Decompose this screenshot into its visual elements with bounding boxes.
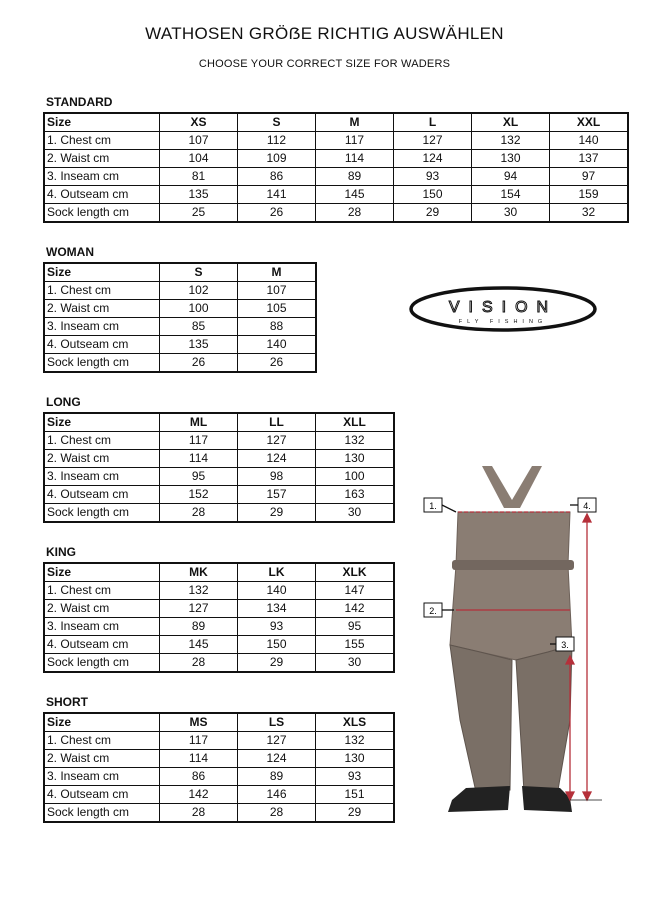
value-cell: 88 xyxy=(238,318,317,336)
value-cell: 25 xyxy=(160,204,238,223)
value-cell: 89 xyxy=(160,618,238,636)
value-cell: 117 xyxy=(160,432,238,450)
value-cell: 109 xyxy=(238,150,316,168)
value-cell: 86 xyxy=(160,768,238,786)
size-table-long xyxy=(43,412,395,523)
value-cell: 124 xyxy=(238,450,316,468)
table-row xyxy=(44,300,316,318)
value-cell: 86 xyxy=(238,168,316,186)
value-cell: 140 xyxy=(238,582,316,600)
row-label: 3. Inseam cm xyxy=(44,468,160,486)
table-row xyxy=(44,318,316,336)
value-cell: 98 xyxy=(238,468,316,486)
value-cell: 127 xyxy=(238,432,316,450)
row-label: 1. Chest cm xyxy=(44,432,160,450)
value-cell: 29 xyxy=(238,504,316,523)
row-label: 2. Waist cm xyxy=(44,150,160,168)
value-cell: 132 xyxy=(160,582,238,600)
value-cell: 107 xyxy=(160,132,238,150)
vision-logo xyxy=(408,286,598,332)
table-header-row xyxy=(44,713,394,732)
size-header-cell: XL xyxy=(472,113,550,132)
size-header-cell: XLK xyxy=(316,563,395,582)
page-subtitle: CHOOSE YOUR CORRECT SIZE FOR WADERS xyxy=(198,58,451,70)
value-cell: 132 xyxy=(316,432,395,450)
value-cell: 141 xyxy=(238,186,316,204)
value-cell: 89 xyxy=(238,768,316,786)
section-label-standard: STANDARD xyxy=(46,95,113,109)
section-label-short: SHORT xyxy=(46,695,88,709)
row-label: Sock length cm xyxy=(44,204,160,223)
value-cell: 100 xyxy=(316,468,395,486)
wader-right-boot xyxy=(522,786,572,812)
value-cell: 94 xyxy=(472,168,550,186)
size-table-standard xyxy=(43,112,629,223)
table-row xyxy=(44,750,394,768)
value-cell: 28 xyxy=(160,504,238,523)
value-cell: 124 xyxy=(394,150,472,168)
value-cell: 130 xyxy=(316,450,395,468)
value-cell: 145 xyxy=(316,186,394,204)
value-cell: 150 xyxy=(238,636,316,654)
value-cell: 100 xyxy=(160,300,238,318)
value-cell: 134 xyxy=(238,600,316,618)
table-header-row xyxy=(44,563,394,582)
row-label: 4. Outseam cm xyxy=(44,336,160,354)
value-cell: 147 xyxy=(316,582,395,600)
value-cell: 132 xyxy=(472,132,550,150)
table-row xyxy=(44,768,394,786)
size-header-cell: S xyxy=(238,113,316,132)
value-cell: 95 xyxy=(160,468,238,486)
row-label: Size xyxy=(44,563,160,582)
row-label: 1. Chest cm xyxy=(44,582,160,600)
size-header-cell: M xyxy=(238,263,317,282)
value-cell: 97 xyxy=(550,168,629,186)
value-cell: 105 xyxy=(238,300,317,318)
logo-brand: VISION xyxy=(448,299,558,316)
row-label: Size xyxy=(44,713,160,732)
value-cell: 117 xyxy=(316,132,394,150)
value-cell: 29 xyxy=(316,804,395,823)
value-cell: 145 xyxy=(160,636,238,654)
value-cell: 26 xyxy=(238,354,317,373)
value-cell: 28 xyxy=(160,654,238,673)
row-label: Size xyxy=(44,263,160,282)
value-cell: 107 xyxy=(238,282,317,300)
row-label: 2. Waist cm xyxy=(44,750,160,768)
value-cell: 130 xyxy=(316,750,395,768)
wader-right-leg xyxy=(516,645,572,792)
wader-diagram xyxy=(420,460,610,820)
wader-left-leg xyxy=(450,645,512,792)
value-cell: 114 xyxy=(160,450,238,468)
table-row xyxy=(44,582,394,600)
value-cell: 104 xyxy=(160,150,238,168)
table-row xyxy=(44,504,394,523)
size-header-cell: LK xyxy=(238,563,316,582)
size-header-cell: M xyxy=(316,113,394,132)
table-row xyxy=(44,204,628,223)
row-label: 4. Outseam cm xyxy=(44,186,160,204)
section-label-woman: WOMAN xyxy=(46,245,94,259)
value-cell: 142 xyxy=(316,600,395,618)
value-cell: 117 xyxy=(160,732,238,750)
value-cell: 127 xyxy=(394,132,472,150)
value-cell: 142 xyxy=(160,786,238,804)
table-row xyxy=(44,432,394,450)
value-cell: 85 xyxy=(160,318,238,336)
marker-2: 2. xyxy=(429,606,437,616)
value-cell: 130 xyxy=(472,150,550,168)
size-header-cell: LL xyxy=(238,413,316,432)
value-cell: 155 xyxy=(316,636,395,654)
size-header-cell: MK xyxy=(160,563,238,582)
section-label-king: KING xyxy=(46,545,76,559)
value-cell: 112 xyxy=(238,132,316,150)
wader-belt xyxy=(452,560,574,570)
value-cell: 30 xyxy=(316,504,395,523)
value-cell: 127 xyxy=(160,600,238,618)
size-header-cell: LS xyxy=(238,713,316,732)
value-cell: 159 xyxy=(550,186,629,204)
value-cell: 29 xyxy=(394,204,472,223)
value-cell: 151 xyxy=(316,786,395,804)
size-table-woman xyxy=(43,262,317,373)
table-row xyxy=(44,282,316,300)
value-cell: 28 xyxy=(238,804,316,823)
value-cell: 140 xyxy=(550,132,629,150)
wader-suspenders xyxy=(482,466,542,508)
value-cell: 135 xyxy=(160,336,238,354)
table-row xyxy=(44,450,394,468)
value-cell: 26 xyxy=(160,354,238,373)
row-label: 4. Outseam cm xyxy=(44,486,160,504)
logo-tagline: FLY FISHING xyxy=(458,319,548,325)
size-header-cell: MS xyxy=(160,713,238,732)
row-label: 3. Inseam cm xyxy=(44,318,160,336)
table-row xyxy=(44,468,394,486)
value-cell: 150 xyxy=(394,186,472,204)
row-label: 2. Waist cm xyxy=(44,600,160,618)
row-label: 4. Outseam cm xyxy=(44,636,160,654)
table-row xyxy=(44,336,316,354)
table-row xyxy=(44,600,394,618)
value-cell: 81 xyxy=(160,168,238,186)
size-table-short xyxy=(43,712,395,823)
wader-body xyxy=(450,512,572,660)
wader-left-boot xyxy=(448,786,510,812)
row-label: Sock length cm xyxy=(44,354,160,373)
marker-3: 3. xyxy=(561,640,569,650)
value-cell: 127 xyxy=(238,732,316,750)
value-cell: 114 xyxy=(316,150,394,168)
table-row xyxy=(44,786,394,804)
value-cell: 137 xyxy=(550,150,629,168)
value-cell: 157 xyxy=(238,486,316,504)
size-header-cell: XLL xyxy=(316,413,395,432)
table-row xyxy=(44,168,628,186)
row-label: 2. Waist cm xyxy=(44,300,160,318)
value-cell: 26 xyxy=(238,204,316,223)
table-row xyxy=(44,618,394,636)
table-row xyxy=(44,186,628,204)
table-row xyxy=(44,132,628,150)
value-cell: 114 xyxy=(160,750,238,768)
table-row xyxy=(44,150,628,168)
table-header-row xyxy=(44,413,394,432)
table-row xyxy=(44,732,394,750)
value-cell: 95 xyxy=(316,618,395,636)
row-label: 2. Waist cm xyxy=(44,450,160,468)
size-header-cell: XS xyxy=(160,113,238,132)
value-cell: 30 xyxy=(472,204,550,223)
size-header-cell: XLS xyxy=(316,713,395,732)
table-row xyxy=(44,804,394,823)
row-label: 4. Outseam cm xyxy=(44,786,160,804)
value-cell: 124 xyxy=(238,750,316,768)
value-cell: 93 xyxy=(394,168,472,186)
value-cell: 163 xyxy=(316,486,395,504)
value-cell: 30 xyxy=(316,654,395,673)
row-label: 1. Chest cm xyxy=(44,132,160,150)
size-header-cell: S xyxy=(160,263,238,282)
size-header-cell: L xyxy=(394,113,472,132)
value-cell: 146 xyxy=(238,786,316,804)
value-cell: 89 xyxy=(316,168,394,186)
value-cell: 102 xyxy=(160,282,238,300)
section-label-long: LONG xyxy=(46,395,81,409)
size-header-cell: ML xyxy=(160,413,238,432)
value-cell: 29 xyxy=(238,654,316,673)
size-header-cell: XXL xyxy=(550,113,629,132)
value-cell: 28 xyxy=(316,204,394,223)
value-cell: 32 xyxy=(550,204,629,223)
row-label: 3. Inseam cm xyxy=(44,768,160,786)
table-row xyxy=(44,654,394,673)
row-label: Size xyxy=(44,113,160,132)
table-row xyxy=(44,636,394,654)
value-cell: 28 xyxy=(160,804,238,823)
row-label: Sock length cm xyxy=(44,654,160,673)
row-label: Size xyxy=(44,413,160,432)
value-cell: 93 xyxy=(316,768,395,786)
value-cell: 152 xyxy=(160,486,238,504)
row-label: 3. Inseam cm xyxy=(44,618,160,636)
value-cell: 135 xyxy=(160,186,238,204)
table-row xyxy=(44,354,316,373)
value-cell: 132 xyxy=(316,732,395,750)
row-label: Sock length cm xyxy=(44,804,160,823)
row-label: 1. Chest cm xyxy=(44,282,160,300)
marker-4: 4. xyxy=(583,501,591,511)
marker-1: 1. xyxy=(429,501,437,511)
table-row xyxy=(44,486,394,504)
row-label: 1. Chest cm xyxy=(44,732,160,750)
value-cell: 93 xyxy=(238,618,316,636)
page-title: WATHOSEN GRÖẞE RICHTIG AUSWÄHLEN xyxy=(145,24,504,43)
table-header-row xyxy=(44,113,628,132)
table-header-row xyxy=(44,263,316,282)
value-cell: 154 xyxy=(472,186,550,204)
row-label: Sock length cm xyxy=(44,504,160,523)
value-cell: 140 xyxy=(238,336,317,354)
row-label: 3. Inseam cm xyxy=(44,168,160,186)
size-table-king xyxy=(43,562,395,673)
